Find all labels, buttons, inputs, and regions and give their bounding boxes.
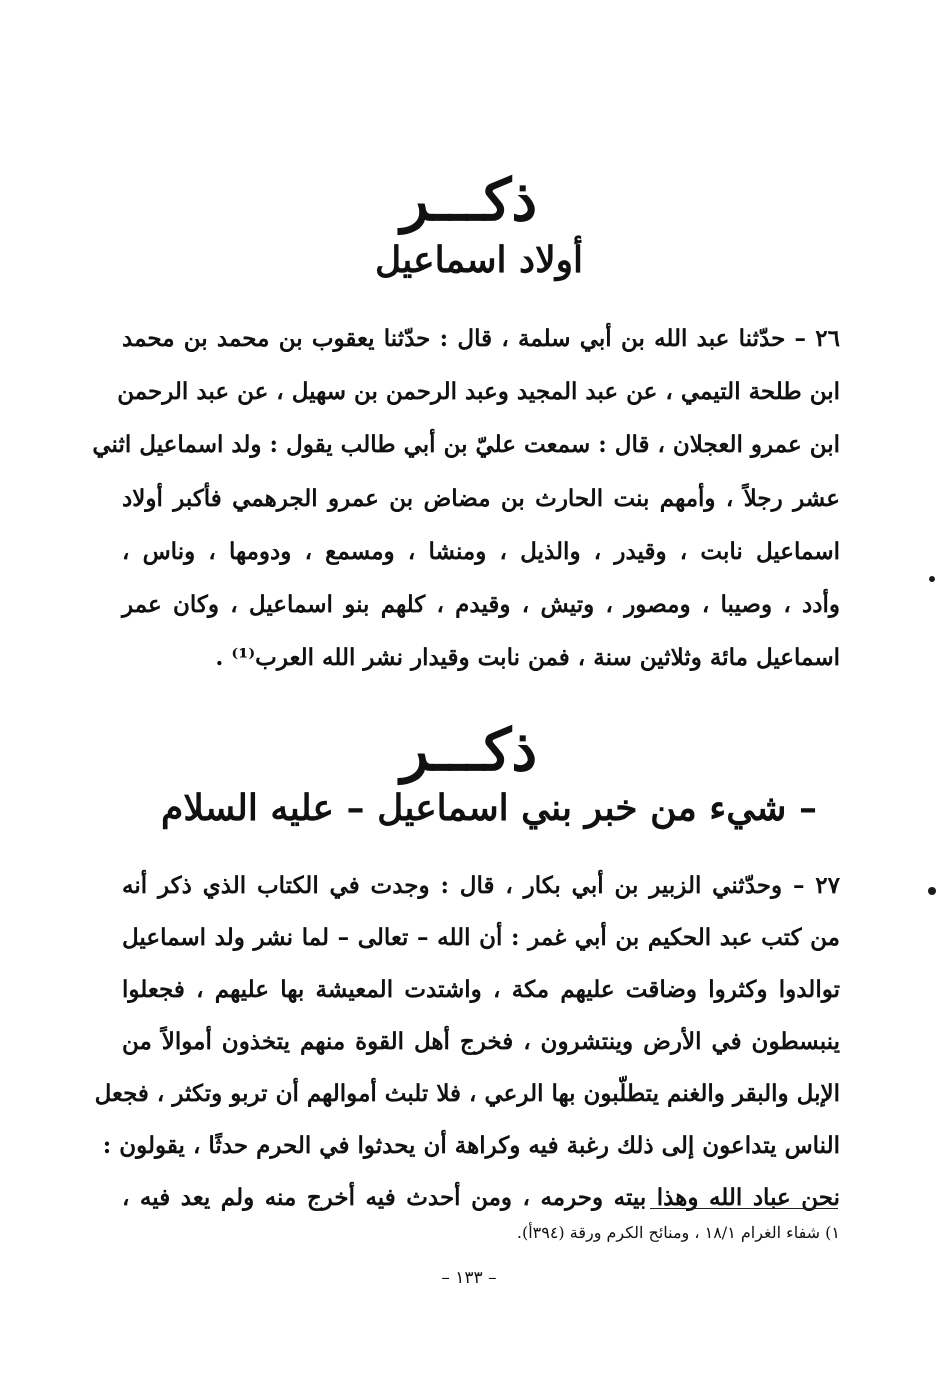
scan-dot-mark bbox=[929, 576, 935, 582]
section-title-news-of-bani-ismail: شيء من خبر بني اسماعيل – عليه السلام – bbox=[161, 787, 817, 829]
section-dhikr-heading-1: ذكـــر bbox=[400, 166, 538, 234]
text-line: ٢٧ – وحدّثني الزبير بن أبي بكار ، قال : وجدت في الكتاب الذي ذكر أنه bbox=[122, 872, 840, 899]
footnote-divider bbox=[650, 1208, 838, 1209]
page-number: – ١٣٣ – bbox=[441, 1268, 497, 1288]
text-line: وأدد ، وصيبا ، ومصور ، وتيش ، وقيدم ، كلهم بنو اسماعيل ، وكان عمر bbox=[122, 590, 840, 618]
section-dhikr-heading-2: ذكـــر bbox=[400, 716, 538, 784]
text-line: الناس يتداعون إلى ذلك رغبة فيه وكراهة أن يحدثوا في الحرم حدثًا ، يقولون : bbox=[102, 1132, 840, 1159]
text-line: الإبل والبقر والغنم يتطلّبون بها الرعي ، فلا تلبث أموالهم أن تربو وتكثر ، فجعل bbox=[94, 1080, 840, 1107]
paragraph-27 bbox=[94, 860, 840, 1224]
text-line: اسماعيل نابت ، وقيدر ، والذيل ، ومنشا ، ومسمع ، ودومها ، وناس ، bbox=[122, 537, 840, 565]
paragraph-26 bbox=[92, 312, 840, 684]
text-line: ابن عمرو العجلان ، قال : سمعت عليّ بن أبي طالب يقول : ولد اسماعيل اثني bbox=[92, 431, 840, 459]
footnote: ١) شفاء الغرام ١٨/١ ، ومنائح الكرم ورقة (٣٩٤أ). bbox=[516, 1223, 840, 1242]
text-line: نحن عباد الله وهذا بيته وحرمه ، ومن أحدث فيه أخرج منه ولم يعد فيه ، bbox=[122, 1184, 840, 1211]
scan-dot-mark bbox=[928, 887, 936, 895]
text-line: ابن طلحة التيمي ، عن عبد المجيد وعبد الرحمن بن سهيل ، عن عبد الرحمن bbox=[117, 378, 840, 406]
text-line: ٢٦ – حدّثنا عبد الله بن أبي سلمة ، قال : حدّثنا يعقوب بن محمد بن محمد bbox=[122, 325, 840, 352]
text-line: اسماعيل مائة وثلاثين سنة ، فمن نابت وقيدار نشر الله العرب⁽¹⁾ . bbox=[215, 644, 840, 672]
text-line: عشر رجلاً ، وأمهم بنت الحارث بن مضاض بن عمرو الجرهمي فأكبر أولاد bbox=[122, 484, 840, 512]
text-line: ينبسطون في الأرض وينتشرون ، فخرج أهل القوة منهم يتخذون أموالاً من bbox=[122, 1028, 840, 1055]
section-title-sons-of-ismail: أولاد اسماعيل bbox=[374, 239, 584, 281]
text-line: من كتب عبد الحكيم بن أبي غمر : أن الله – تعالى – لما نشر ولد اسماعيل bbox=[122, 924, 840, 951]
text-line: توالدوا وكثروا وضاقت عليهم مكة ، واشتدت المعيشة بها عليهم ، فجعلوا bbox=[122, 976, 840, 1003]
